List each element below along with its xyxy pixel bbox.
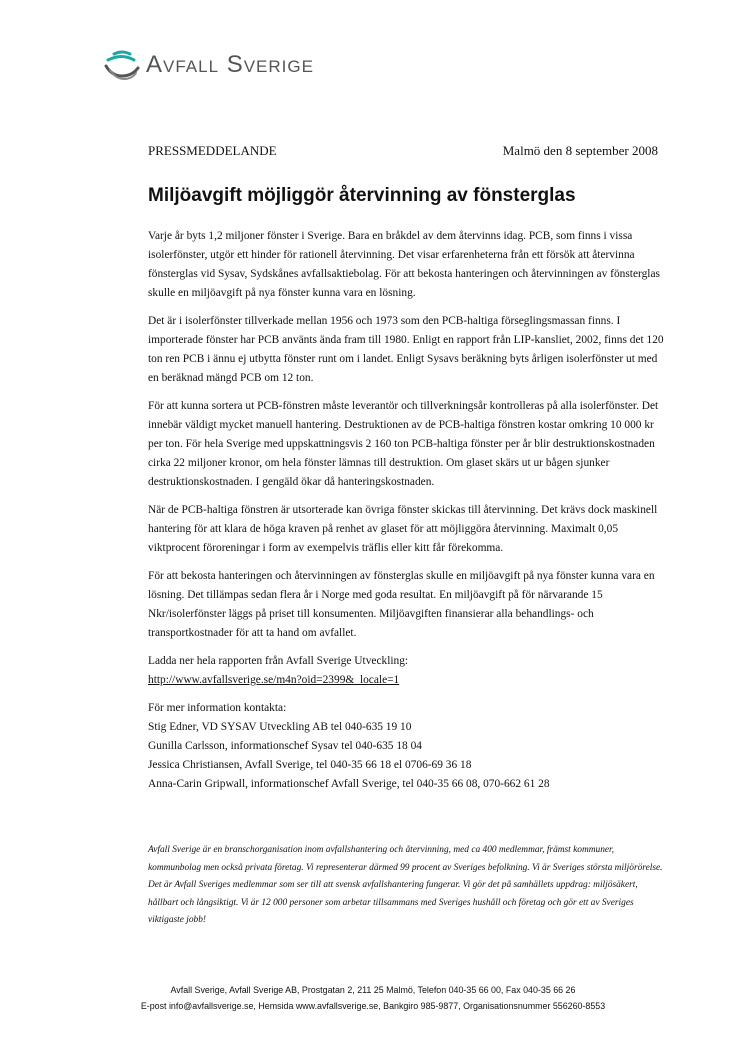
- headline: Miljöavgift möjliggör återvinning av fönsterglas: [148, 185, 576, 206]
- download-paragraph: [148, 652, 668, 690]
- document-type: PRESSMEDDELANDE: [148, 143, 277, 158]
- footer-contact: E-post info@avfallsverige.se, Hemsida www.avfallsverige.se, Bankgiro 985-9877, Organisationsnummer 556260-8553: [140, 1001, 606, 1011]
- logo-text: Avfall Sverige: [146, 51, 314, 78]
- footer-address: Avfall Sverige, Avfall Sverige AB, Prostgatan 2, 211 25 Malmö, Telefon 040-35 66 00, Fax 040-35 66 26: [170, 985, 576, 995]
- download-text: Ladda ner hela rapporten från Avfall Sverige Utveckling:: [148, 655, 409, 667]
- contact-item: Jessica Christiansen, Avfall Sverige, tel 040-35 66 18 el 0706-69 36 18: [148, 759, 472, 771]
- wave-logo-icon: [104, 50, 140, 80]
- article-body: [148, 227, 668, 794]
- contacts-heading: För mer information kontakta:: [148, 702, 287, 714]
- logo: [104, 50, 314, 80]
- document-date: Malmö den 8 september 2008: [502, 143, 658, 158]
- contact-item: Gunilla Carlsson, informationschef Sysav tel 040-635 18 04: [148, 740, 422, 752]
- contacts: [148, 699, 668, 794]
- footer: [0, 982, 746, 1014]
- paragraph: Varje år byts 1,2 miljoner fönster i Sverige. Bara en bråkdel av dem återvinns idag. PCB, som finns i vissa isolerfönster, utgör ett hinder för rationell återvinning. Det visar erfarenheterna från ett försök att återvinna fönsterglas vid Sysav, Sydskånes avfallsaktiebolag. För att bekosta hanteringen och återvinningen av fönsterglas skulle en miljöavgift på nya fönster kunna vara en lösning.: [148, 230, 660, 299]
- report-link[interactable]: http://www.avfallsverige.se/m4n?oid=2399&_locale=1: [148, 674, 400, 686]
- paragraph: Det är i isolerfönster tillverkade mellan 1956 och 1973 som den PCB-haltiga förseglingsmassan finns. I importerade fönster har PCB använts ända fram till 1980. Enligt en rapport från LIP-kansliet, 2002, finns det 120 ton ren PCB i ännu ej utbytta fönster runt om i landet. Enligt Sysavs beräkning byts årligen isolerfönster ut med en beräknad mängd PCB om 12 ton.: [148, 315, 664, 384]
- paragraph: För att kunna sortera ut PCB-fönstren måste leverantör och tillverkningsår kontrolleras på alla isolerfönster. Det innebär väldigt mycket manuell hantering. Destruktionen av de PCB-haltiga fönstren kostar omkring 10 000 kr per ton. För hela Sverige med uppskattningsvis 2 160 ton PCB-haltiga fönster per år blir destruktionskostnaden cirka 22 miljoner kronor, om hela fönster lämnas till destruktion. Om glaset skärs ut ur bågen sjunker destruktionskostnaden. I gengäld ökar då hanteringskostnaden.: [148, 400, 659, 488]
- meta-row: [148, 143, 658, 159]
- contact-item: Anna-Carin Gripwall, informationschef Avfall Sverige, tel 040-35 66 08, 070-662 61 28: [148, 778, 550, 790]
- about-organisation: Avfall Sverige är en branschorganisation inom avfallshantering och återvinning, med ca 400 medlemmar, främst kommuner, kommunbolag men också privata företag. Vi representerar därmed 99 procent av Sveriges befolkning. Vi är Sveriges största miljörörelse. Det är Avfall Sveriges medlemmar som ser till att svensk avfallshantering fungerar. Vi gör det på samhällets uppdrag: miljösäkert, hållbart och långsiktigt. Vi är 12 000 personer som arbetar tillsammans med Sveriges hushåll och företag och gör ett av Sveriges viktigaste jobb!: [148, 845, 663, 925]
- paragraph: För att bekosta hanteringen och återvinningen av fönsterglas skulle en miljöavgift på nya fönster kunna vara en lösning. Det tillämpas sedan flera år i Norge med goda resultat. En miljöavgift på för närvarande 15 Nkr/isolerfönster läggs på priset till konsumenten. Miljöavgiften finansierar alla behandlings- och transportkostnader för att ta hand om avfallet.: [148, 570, 655, 639]
- contact-item: Stig Edner, VD SYSAV Utveckling AB tel 040-635 19 10: [148, 721, 412, 733]
- paragraph: När de PCB-haltiga fönstren är utsorterade kan övriga fönster skickas till återvinning. Det krävs dock maskinell hantering för att klara de höga kraven på renhet av glaset för att möjliggöra återvinning. Maximalt 0,05 viktprocent föroreningar i form av exempelvis träflis eller kitt får förekomma.: [148, 504, 658, 554]
